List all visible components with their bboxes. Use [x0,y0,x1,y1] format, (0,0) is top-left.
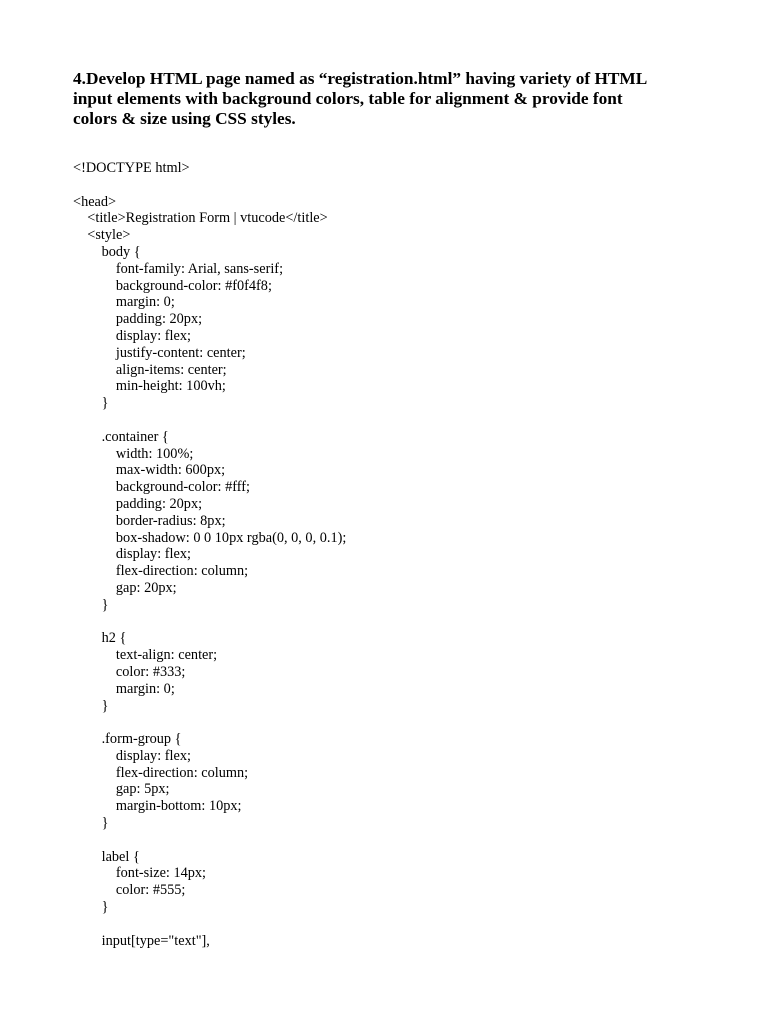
code-line: margin-bottom: 10px; [73,798,242,815]
code-line: color: #333; [73,663,186,680]
code-line: <!DOCTYPE html> [73,160,190,176]
code-line: font-family: Arial, sans-serif; [73,260,284,277]
code-line [73,714,346,731]
code-listing [73,160,346,949]
code-line: align-items: center; [73,361,227,378]
code-line: <style> [73,227,131,244]
code-line [73,832,346,849]
code-line: color: #555; [73,882,186,899]
code-line: margin: 0; [73,294,175,311]
code-line: } [73,395,109,412]
code-line: min-height: 100vh; [73,378,226,395]
heading-line: 4.Develop HTML page named as “registration.html” having variety of HTML [73,69,648,88]
code-line: } [73,899,109,916]
code-line: <title>Registration Form | vtucode</title> [73,210,328,227]
code-line: flex-direction: column; [73,563,249,580]
code-line: background-color: #f0f4f8; [73,277,272,294]
code-line: background-color: #fff; [73,479,250,496]
code-line: display: flex; [73,327,191,344]
code-line: h2 { [73,630,127,647]
code-line: label { [73,848,140,865]
code-line: input[type="text"], [73,932,210,949]
heading-line: colors & size using CSS styles. [73,109,296,128]
code-line [73,412,346,429]
code-line: text-align: center; [73,647,218,664]
code-line: border-radius: 8px; [73,512,226,529]
code-line: .container { [73,428,169,445]
heading-line: input elements with background colors, table for alignment & provide font [73,89,623,108]
code-line: gap: 5px; [73,781,170,798]
code-line: .form-group { [73,731,182,748]
code-line: box-shadow: 0 0 10px rgba(0, 0, 0, 0.1); [73,529,347,546]
code-line: display: flex; [73,546,191,563]
code-line: flex-direction: column; [73,764,249,781]
code-line: justify-content: center; [73,344,246,361]
code-line: margin: 0; [73,680,175,697]
assignment-heading [73,69,693,129]
code-line: display: flex; [73,747,191,764]
code-line [73,177,346,194]
code-line: padding: 20px; [73,495,203,512]
code-line: <head> [73,193,117,210]
code-line: body { [73,243,141,260]
code-line: width: 100%; [73,445,194,462]
code-line [73,614,346,631]
code-line: } [73,815,109,832]
code-line: } [73,697,109,714]
code-line: max-width: 600px; [73,462,226,479]
code-line: } [73,596,109,613]
code-line [73,916,346,933]
code-line: padding: 20px; [73,311,203,328]
code-line: font-size: 14px; [73,865,207,882]
code-line: gap: 20px; [73,579,177,596]
